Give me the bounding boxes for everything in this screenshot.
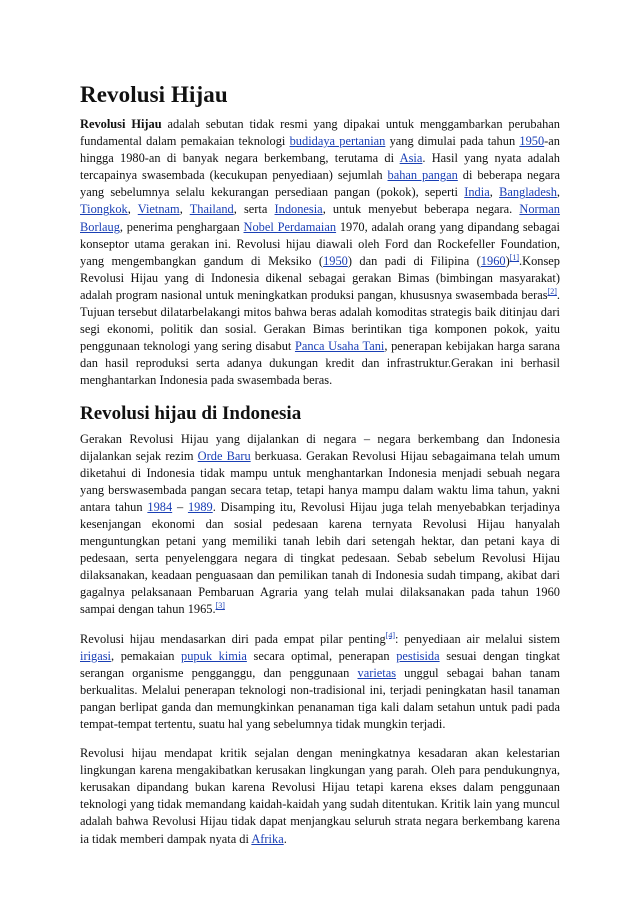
text-run: secara optimal, penerapan [246, 648, 397, 663]
wiki-link[interactable]: Vietnam [137, 202, 180, 217]
text-run: . Disamping itu, Revolusi Hijau juga telah menyebabkan terjadinya kesenjangan ekonomi dan sosial pedesaan karena ternyata Revolusi Hijau hanyalah menguntungkan petani yang memiliki tanah lebih dari setengah hektar, dan petani kaya di pedesaan, serta penyelenggara negara di tingkat pedesaan. Sebab sebelum Revolusi Hijau dilaksanakan, keadaan penguasaan dan pemilikan tanah di Indonesia sudah timpang, akibat dari gagalnya pelaksanaan Pembaruan Agraria yang telah mulai dilaksanakan pada tahun 1960 sampai dengan tahun 1965. [80, 499, 561, 617]
text-run: , [127, 202, 138, 217]
text-run: Gerakan Revolusi Hijau yang dijalankan di negara – negara berkembang dan Indonesia dijalankan sejak rezim [80, 431, 560, 463]
wiki-link[interactable]: Tiongkok [80, 202, 128, 217]
wiki-link[interactable]: Orde Baru [197, 448, 251, 463]
text-run: : penyediaan air melalui sistem [394, 631, 560, 646]
citation [548, 287, 557, 296]
text-run: sesuai dengan tingkat serangan organisme pengganggu, dan penggunaan [80, 648, 560, 680]
text-run: , untuk menyebut beberapa negara. [322, 202, 520, 217]
text-run: , serta [233, 202, 275, 217]
text-run: – [172, 499, 188, 514]
text-run: , penerima penghargaan [119, 219, 244, 234]
indonesia-paragraph-2 [80, 631, 560, 734]
citation-link[interactable]: [4] [385, 630, 395, 640]
text-run: . Tujuan tersebut dilatarbelakangi mitos bahwa beras adalah komoditas strategis baik ditinjau dari segi ekonomi, politik dan sosial. Gerakan Bimas berintikan tiga komponen pokok, yaitu penggunaan teknologi yang sering disabut [80, 287, 560, 354]
wiki-link[interactable]: Norman Borlaug [80, 202, 560, 234]
citation [386, 630, 395, 639]
text-run: 1970, adalah orang yang dipandang sebagai konseptor utama gerakan ini. Revolusi hijau diawali oleh Ford dan Rockefeller Foundation, yang mengembangkan gandum di Meksiko ( [80, 219, 560, 268]
text-run: ) [505, 253, 510, 268]
wiki-link[interactable]: 1989 [187, 499, 213, 514]
citation-link[interactable]: [2] [547, 286, 557, 296]
intro-paragraph [80, 116, 560, 390]
text-run: Revolusi hijau mendapat kritik sejalan dengan meningkatnya kesadaran akan kelestarian lingkungan karena mengakibatkan kerusakan lingkungan yang parah. Oleh para pendukungnya, kerusakan dipandang bukan karena Revolusi Hijau tetapi karena ekses dalam penggunaan teknologi yang tidak memandang kaidah-kaidah yang sudah ditentukan. Kritik lain yang muncul adalah bahwa Revolusi Hijau tidak dapat menjangkau seluruh strata negara berkembang karena ia tidak memberi dampak nyata di [80, 746, 560, 846]
text-run: , [179, 202, 190, 217]
wiki-link[interactable]: pestisida [396, 648, 440, 663]
citation-link[interactable]: [1] [509, 252, 520, 262]
indonesia-paragraph-1 [80, 431, 560, 619]
text-run: Revolusi hijau mendasarkan diri pada empat pilar penting [80, 631, 386, 646]
citation [510, 253, 519, 262]
wiki-link[interactable]: Afrika [251, 831, 284, 846]
bold-term: Revolusi Hijau [80, 117, 162, 131]
text-run: yang dimulai pada tahun [385, 134, 520, 149]
wiki-link[interactable]: bahan pangan [387, 168, 458, 183]
text-run: .Konsep Revolusi Hijau yang di Indonesia dikenal sebagai gerakan Bimas (bimbingan masyarakat) adalah program nasional untuk meningkatkan produksi pangan, khususnya swasembada beras [80, 253, 561, 302]
citation [216, 601, 225, 610]
wiki-link[interactable]: Indonesia [274, 202, 323, 217]
text-run: , [556, 185, 560, 200]
wiki-link[interactable]: Thailand [189, 202, 234, 217]
article [80, 82, 560, 860]
text-run: . [283, 831, 287, 846]
wiki-link[interactable]: pupuk kimia [181, 648, 247, 663]
wiki-link[interactable]: Bangladesh [499, 185, 557, 200]
text-run: ) dan padi di Filipina ( [347, 253, 481, 268]
text-run: di beberapa negara yang sebelumnya selalu kekurangan persediaan pangan (pokok), seperti [80, 168, 560, 200]
wiki-link[interactable]: Panca Usaha Tani [294, 339, 385, 354]
wiki-link[interactable]: Asia [399, 151, 423, 166]
text-run: , penerapan kebijakan harga sarana dan hasil reproduksi serta adanya dukungan kredit dan infrastruktur.Gerakan ini berhasil menghantarkan Indonesia pada swasembada beras. [80, 339, 560, 388]
indonesia-paragraph-3 [80, 745, 560, 848]
text-run: , [489, 185, 500, 200]
wiki-link[interactable]: 1950 [323, 253, 348, 268]
text-run: berkuasa. Gerakan Revolusi Hijau sebagaimana telah umum diketahui di Indonesia tidak mampu untuk menghantarkan Indonesia menjadi sebuah negara yang berswasembada pangan secara tetap, tetapi hanya mampu dalam waktu lima tahun, yakni antara tahun [80, 448, 560, 514]
wiki-link[interactable]: varietas [357, 665, 397, 680]
wiki-link[interactable]: irigasi [80, 648, 111, 663]
wiki-link[interactable]: 1984 [147, 499, 173, 514]
text-run: adalah sebutan tidak resmi yang dipakai untuk menggambarkan perubahan fundamental dalam pemakaian teknologi [80, 117, 561, 149]
wiki-link[interactable]: Nobel Perdamaian [243, 219, 337, 234]
wiki-link[interactable]: India [464, 185, 490, 200]
page-title: Revolusi Hijau [80, 82, 228, 107]
wiki-link[interactable]: 1960 [480, 253, 506, 268]
text-run: , pemakaian [110, 648, 182, 663]
text-run: -an hingga 1980-an di banyak negara berkembang, terutama di [80, 134, 560, 166]
citation-link[interactable]: [3] [215, 601, 225, 611]
section-heading-indonesia: Revolusi hijau di Indonesia [80, 402, 302, 424]
wiki-link[interactable]: 1950 [519, 134, 545, 149]
wiki-link[interactable]: budidaya pertanian [289, 134, 386, 149]
text-run: unggul sebagai bahan tanam berkualitas. Melalui penerapan teknologi non-tradisional ini, terjadi peningkatan hasil tanaman pangan berlipat ganda dan memungkinkan penanaman tiga kali dalam setahun untuk padi pada tempat-tempat tertentu, suatu hal yang sebelumnya tidak mungkin terjadi. [80, 665, 560, 731]
text-run: . Hasil yang nyata adalah tercapainya swasembada (kecukupan penyediaan) sejumlah [80, 151, 560, 183]
